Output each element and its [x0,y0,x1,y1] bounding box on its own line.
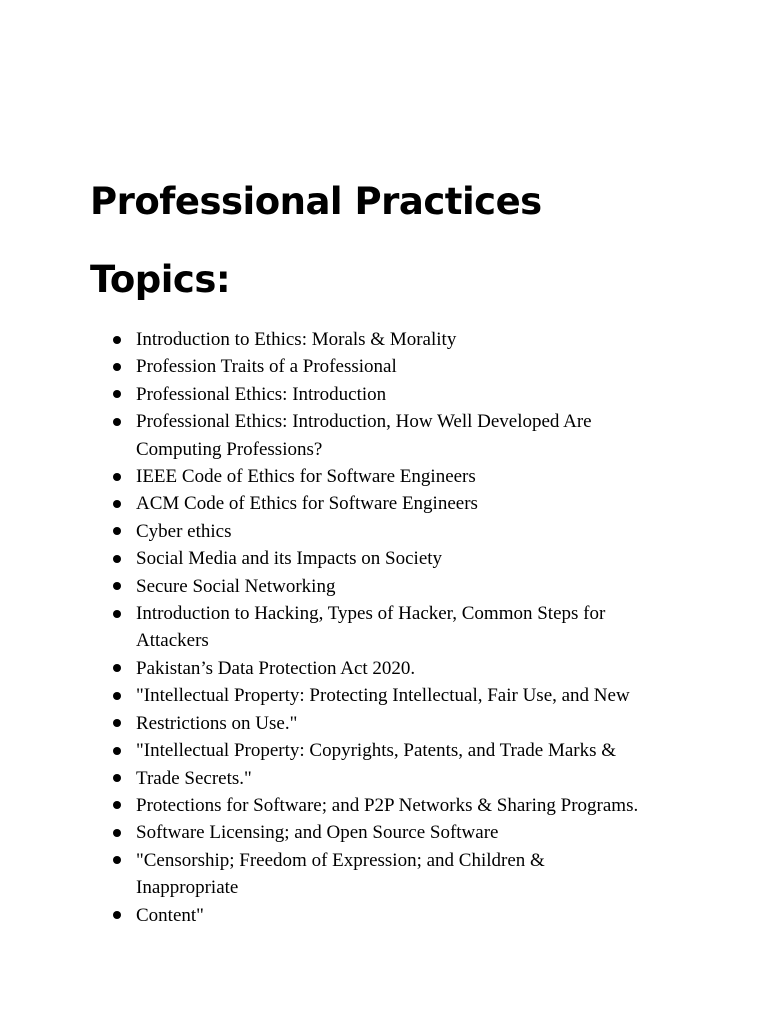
topic-text: Cyber ethics [136,520,232,542]
topic-text: Inappropriate [136,877,239,899]
topic-text: Pakistan’s Data Protection Act 2020. [136,657,416,679]
bullet-icon [113,418,121,426]
list-item [0,600,768,655]
bullet-icon [113,747,121,755]
list-item [0,573,768,600]
bullet-icon [113,527,121,535]
topic-text: IEEE Code of Ethics for Software Engineers [136,466,476,488]
bullet-icon [113,692,121,700]
list-item [0,792,768,819]
list-item [0,490,768,517]
list-item [0,408,768,463]
list-item [0,463,768,490]
topic-text: "Intellectual Property: Copyrights, Patents, and Trade Marks & [136,740,617,762]
list-item [0,326,768,353]
document-title: Professional Practices [90,180,542,223]
topic-text: "Intellectual Property: Protecting Intellectual, Fair Use, and New [136,685,630,707]
topic-text: Trade Secrets." [136,767,252,789]
bullet-icon [113,363,121,371]
bullet-icon [113,719,121,727]
list-item [0,847,768,902]
list-item [0,710,768,737]
bullet-icon [113,336,121,344]
bullet-icon [113,582,121,590]
topic-text: Computing Professions? [136,438,323,460]
list-item [0,737,768,764]
bullet-icon [113,774,121,782]
topics-heading: Topics: [90,258,231,301]
topic-text: Professional Ethics: Introduction, How Well Developed Are [136,411,592,433]
list-item [0,381,768,408]
bullet-icon [113,610,121,618]
list-item [0,353,768,380]
list-item [0,765,768,792]
topic-text: ACM Code of Ethics for Software Engineers [136,493,478,515]
bullet-icon [113,801,121,809]
topic-text: Social Media and its Impacts on Society [136,548,443,570]
list-item [0,902,768,929]
topic-text: Protections for Software; and P2P Networks & Sharing Programs. [136,794,639,816]
topic-text: Software Licensing; and Open Source Software [136,822,499,844]
topic-text: "Censorship; Freedom of Expression; and Children & [136,849,545,871]
list-item [0,545,768,572]
bullet-icon [113,829,121,837]
topic-text: Attackers [136,630,209,652]
list-item [0,655,768,682]
bullet-icon [113,911,121,919]
topic-text: Restrictions on Use." [136,712,298,734]
topic-text: Content" [136,904,204,926]
topic-text: Secure Social Networking [136,575,336,597]
bullet-icon [113,473,121,481]
topics-list [0,326,768,929]
list-item [0,819,768,846]
bullet-icon [113,664,121,672]
list-item [0,518,768,545]
bullet-icon [113,555,121,563]
topic-text: Professional Ethics: Introduction [136,383,387,405]
topic-text: Introduction to Hacking, Types of Hacker, Common Steps for [136,603,606,625]
bullet-icon [113,390,121,398]
bullet-icon [113,500,121,508]
bullet-icon [113,856,121,864]
topic-text: Introduction to Ethics: Morals & Morality [136,329,457,350]
list-item [0,682,768,709]
topic-text: Profession Traits of a Professional [136,356,397,378]
